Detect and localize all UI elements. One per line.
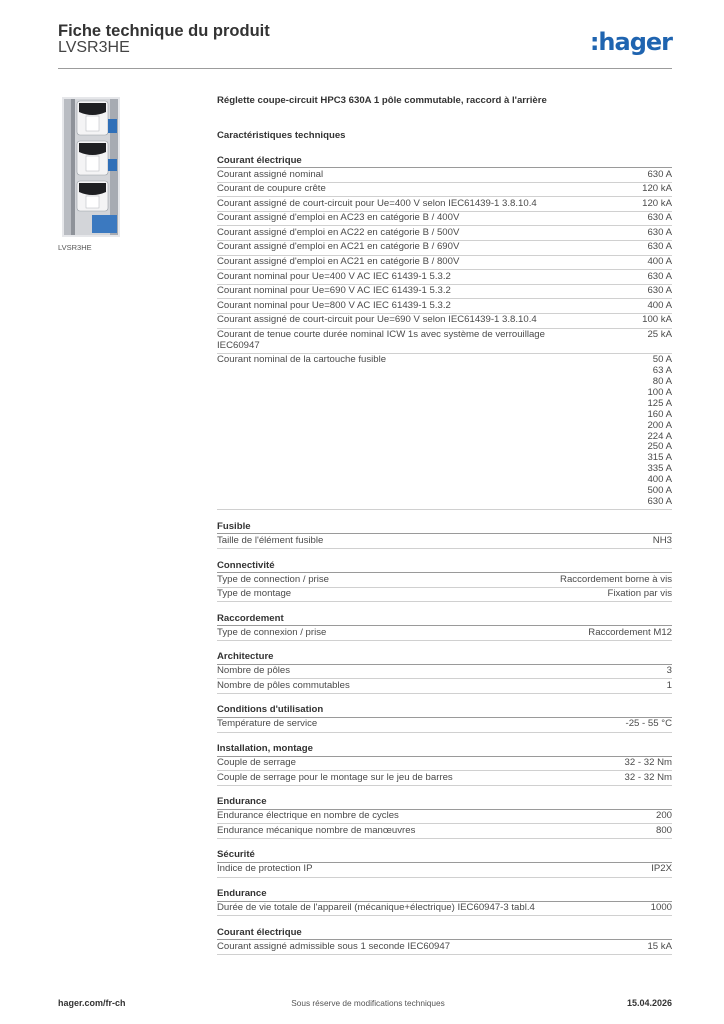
spec-label: Courant assigné d'emploi en AC21 en catégorie B / 800V — [217, 256, 460, 268]
spec-label: Type de montage — [217, 588, 292, 600]
spec-row-multivalue — [217, 354, 672, 511]
spec-value: 120 kA — [642, 197, 672, 209]
spec-value: 200 A — [647, 419, 672, 431]
spec-value: Raccordement borne à vis — [560, 573, 672, 585]
fuse-carrier-top — [77, 101, 108, 135]
spec-row — [217, 665, 672, 680]
spec-label: Courant assigné de court-circuit pour Ue=400 V selon IEC61439-1 3.8.10.4 — [217, 197, 537, 209]
section-title: Connectivité — [217, 560, 672, 574]
fuse-carrier-bottom — [77, 181, 108, 211]
spec-row — [217, 226, 672, 241]
blue-contact — [108, 159, 117, 171]
footer-date: 15.04.2026 — [626, 998, 672, 1008]
spec-row — [217, 256, 672, 271]
section-title: Conditions d'utilisation — [217, 704, 672, 718]
section-title: Sécurité — [217, 849, 672, 863]
section-title: Endurance — [217, 796, 672, 810]
spec-value: 500 A — [647, 485, 672, 497]
spec-row — [217, 197, 672, 212]
spec-value: 32 - 32 Nm — [624, 771, 672, 783]
spec-value: 630 A — [647, 168, 672, 180]
spec-row — [217, 718, 672, 733]
spec-value: 250 A — [647, 441, 672, 453]
spec-value: 630 A — [647, 226, 672, 238]
section-title: Raccordement — [217, 613, 672, 627]
spec-label: Durée de vie totale de l'appareil (mécanique+électrique) IEC60947-3 tabl.4 — [217, 902, 535, 914]
product-description: Réglette coupe-circuit HPC3 630A 1 pôle commutable, raccord à l'arrière — [217, 95, 547, 106]
spec-value: -25 - 55 °C — [625, 718, 672, 730]
spec-value: Fixation par vis — [607, 588, 672, 600]
header-divider — [58, 68, 672, 69]
spec-row — [217, 810, 672, 825]
spec-content — [217, 95, 672, 955]
spec-label: Courant nominal pour Ue=690 V AC IEC 61439-1 5.3.2 — [217, 285, 451, 297]
spec-value: 32 - 32 Nm — [624, 757, 672, 769]
hager-logo: :hager — [589, 28, 672, 56]
spec-value: 100 kA — [642, 314, 672, 326]
spec-row — [217, 212, 672, 227]
spec-label: Indice de protection IP — [217, 863, 313, 875]
spec-value: 630 A — [647, 285, 672, 297]
spec-value: 200 — [655, 810, 672, 822]
spec-value: Raccordement M12 — [588, 626, 672, 638]
spec-value: 25 kA — [647, 329, 672, 341]
spec-value: 80 A — [652, 376, 672, 388]
section-title: Courant électrique — [217, 155, 672, 169]
spec-row — [217, 183, 672, 198]
spec-label: Taille de l'élément fusible — [217, 534, 324, 546]
spec-label: Courant nominal pour Ue=800 V AC IEC 61439-1 5.3.2 — [217, 299, 451, 311]
spec-row — [217, 679, 672, 694]
spec-value: 630 A — [647, 270, 672, 282]
spec-value: 120 kA — [642, 183, 672, 195]
spec-row — [217, 824, 672, 839]
spec-row — [217, 299, 672, 314]
spec-row — [217, 534, 672, 549]
spec-value: 15 kA — [647, 940, 672, 952]
spec-label: Courant de coupure crête — [217, 183, 326, 195]
page-title: Fiche technique du produit — [58, 22, 270, 40]
spec-row — [217, 314, 672, 329]
spec-row — [217, 771, 672, 786]
spec-row — [217, 329, 672, 354]
spec-row — [217, 168, 672, 183]
spec-label: Courant assigné d'emploi en AC21 en catégorie B / 690V — [217, 241, 460, 253]
mounting-rail — [64, 99, 71, 235]
spec-label: Endurance électrique en nombre de cycles — [217, 810, 399, 822]
section-title: Architecture — [217, 651, 672, 665]
spec-label: Température de service — [217, 718, 318, 730]
fuse-carrier-middle — [77, 141, 108, 175]
spec-value: 224 A — [647, 430, 672, 442]
spec-row — [217, 863, 672, 878]
spec-value: 800 — [655, 824, 672, 836]
spec-label: Nombre de pôles commutables — [217, 679, 350, 691]
spec-label: Courant assigné d'emploi en AC22 en catégorie B / 500V — [217, 226, 460, 238]
spec-row — [217, 241, 672, 256]
spec-value: 335 A — [647, 463, 672, 475]
spec-value: 125 A — [647, 397, 672, 409]
characteristics-title: Caractéristiques techniques — [217, 129, 346, 141]
spec-value: 1000 — [650, 902, 672, 914]
spec-value: 50 A — [652, 354, 672, 366]
spec-value: 1 — [666, 679, 672, 691]
section-title: Fusible — [217, 521, 672, 535]
section-title: Courant électrique — [217, 927, 672, 941]
spec-row — [217, 757, 672, 772]
spec-row — [217, 902, 672, 917]
spec-label: Courant de tenue courte durée nominal ICW 1s avec système de verrouillage IEC60947 — [217, 329, 545, 351]
spec-row — [217, 626, 672, 641]
spec-row — [217, 285, 672, 300]
spec-row — [217, 573, 672, 588]
product-image — [62, 97, 120, 237]
spec-row — [217, 588, 672, 603]
spec-label: Endurance mécanique nombre de manœuvres — [217, 824, 416, 836]
footer-disclaimer: Sous réserve de modifications techniques — [291, 998, 445, 1008]
footer-website-link[interactable]: hager.com/fr-ch — [58, 998, 126, 1008]
spec-value: 400 A — [647, 256, 672, 268]
blue-contact — [108, 119, 117, 133]
spec-value: 400 A — [647, 474, 672, 486]
spec-row — [217, 940, 672, 955]
spec-value: 63 A — [652, 365, 672, 377]
blue-terminal — [92, 215, 117, 233]
spec-label: Courant nominal de la cartouche fusible — [217, 354, 387, 366]
spec-value: 630 A — [647, 212, 672, 224]
spec-row — [217, 270, 672, 285]
section-title: Installation, montage — [217, 743, 672, 757]
spec-label: Type de connection / prise — [217, 573, 329, 585]
spec-value: 3 — [666, 665, 672, 677]
spec-label: Courant assigné admissible sous 1 seconde IEC60947 — [217, 940, 451, 952]
product-reference: LVSR3HE — [58, 39, 130, 56]
spec-value: 315 A — [647, 452, 672, 464]
spec-label: Courant assigné nominal — [217, 168, 324, 180]
spec-value: 100 A — [647, 386, 672, 398]
section-title: Endurance — [217, 888, 672, 902]
spec-label: Courant nominal pour Ue=400 V AC IEC 61439-1 5.3.2 — [217, 270, 451, 282]
spec-label: Courant assigné d'emploi en AC23 en catégorie B / 400V — [217, 212, 460, 224]
spec-value: 160 A — [647, 408, 672, 420]
spec-label: Couple de serrage pour le montage sur le jeu de barres — [217, 771, 453, 783]
spec-value: IP2X — [651, 863, 672, 875]
spec-label: Type de connexion / prise — [217, 626, 327, 638]
spec-value: 630 A — [647, 496, 672, 507]
spec-label: Couple de serrage — [217, 757, 296, 769]
spec-label: Courant assigné de court-circuit pour Ue=690 V selon IEC61439-1 3.8.10.4 — [217, 314, 537, 326]
spec-label: Nombre de pôles — [217, 665, 291, 677]
image-caption: LVSR3HE — [58, 243, 92, 252]
spec-value: 630 A — [647, 241, 672, 253]
spec-value: 400 A — [647, 299, 672, 311]
spec-value-list — [647, 355, 672, 508]
spec-value: NH3 — [652, 534, 672, 546]
